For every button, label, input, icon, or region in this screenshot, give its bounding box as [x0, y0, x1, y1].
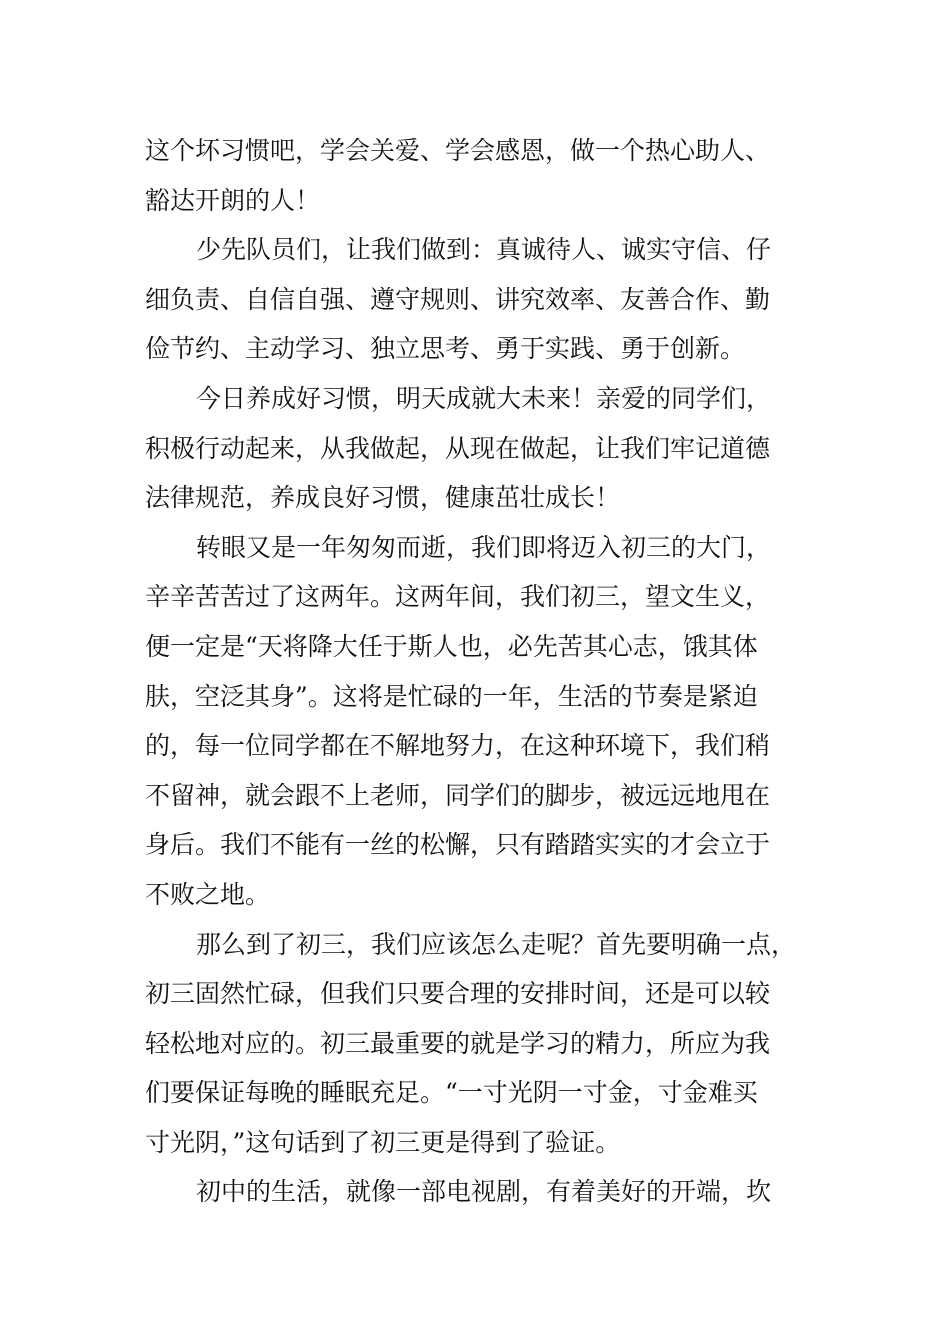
text-line: 法律规范，养成良好习惯，健康茁壮成长！: [145, 483, 621, 513]
text-line: 豁达开朗的人！: [145, 185, 321, 215]
text-line: 辛辛苦苦过了这两年。这两年间，我们初三，望文生义，: [145, 582, 771, 612]
text-line: 寸光阴，”这句话到了初三更是得到了验证。: [145, 1127, 621, 1157]
text-line: 不败之地。: [145, 879, 271, 909]
text-line: 细负责、自信自强、遵守规则、讲究效率、友善合作、勤: [145, 284, 771, 314]
text-line: 便一定是“天将降大任于斯人也，必先苦其心志，饿其体: [145, 631, 758, 661]
text-line: 身后。我们不能有一丝的松懈，只有踏踏实实的才会立于: [145, 830, 771, 860]
paragraph-start-line: 初中的生活，就像一部电视剧，有着美好的开端，坎: [196, 1177, 772, 1207]
paragraph-start-line: 少先队员们，让我们做到：真诚待人、诚实守信、仔: [196, 235, 772, 265]
text-line: 们要保证每晚的睡眠充足。“一寸光阴一寸金，寸金难买: [145, 1078, 758, 1108]
paragraph-start-line: 那么到了初三，我们应该怎么走呢？首先要明确一点，: [196, 929, 797, 959]
text-line: 初三固然忙碌，但我们只要合理的安排时间，还是可以较: [145, 979, 771, 1009]
text-line: 肤，空泛其身”。这将是忙碌的一年，生活的节奏是紧迫: [145, 681, 758, 711]
document-body: [145, 126, 810, 1217]
text-line: 不留神，就会跟不上老师，同学们的脚步，被远远地甩在: [145, 780, 771, 810]
paragraph-start-line: 今日养成好习惯，明天成就大未来！亲爱的同学们，: [196, 383, 772, 413]
text-line: 俭节约、主动学习、独立思考、勇于实践、勇于创新。: [145, 334, 746, 364]
text-line: 轻松地对应的。初三最重要的就是学习的精力，所应为我: [145, 1028, 771, 1058]
text-line: 积极行动起来，从我做起，从现在做起，让我们牢记道德: [145, 433, 771, 463]
paragraph-start-line: 转眼又是一年匆匆而逝，我们即将迈入初三的大门，: [196, 532, 772, 562]
text-line: 的，每一位同学都在不解地努力，在这种环境下，我们稍: [145, 731, 771, 761]
text-line: 这个坏习惯吧，学会关爱、学会感恩，做一个热心助人、: [145, 136, 771, 165]
